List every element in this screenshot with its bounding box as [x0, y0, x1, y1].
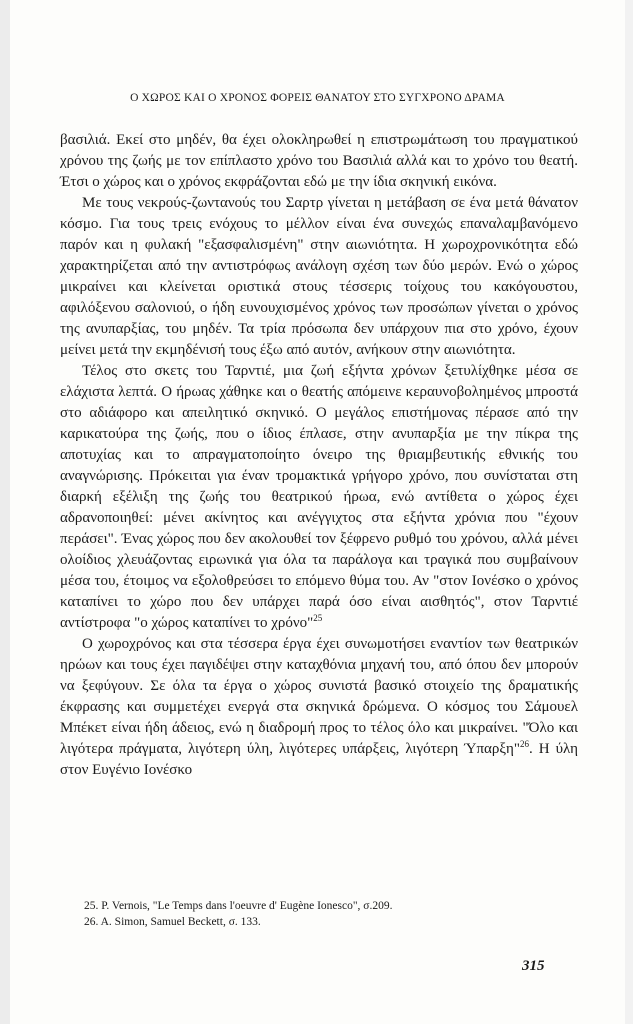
paragraph-4-tail: . Η ύλη στον Ευγένιο Ιονέσκο: [60, 741, 578, 778]
footnote-ref-26: 26: [520, 739, 530, 749]
paragraph-4-text: Ο χωροχρόνος και στα τέσσερα έργα έχει συνωμοτήσει εναντίον των θεατρικών ηρώων και τους έχει παγιδέψει στην καταχθόνια μηχανή του, από όπου δεν μπορούν να ξεφύγουν. Σε όλα τα έργα ο χώρος συνιστά βασικό στοιχείο της δραματικής έκφρασης και συμμετέχει ενεργά στα σκηνικά δρώμενα. Ο κόσμος του Σάμουελ Μπέκετ είναι ήδη άδειος, ενώ η διαδρομή προς το τέλος όλο και μικραίνει. "Όλο και λιγότερα πράγματα, λιγότερη ύλη, λιγότερες υπάρξεις, λιγότερη Ύπαρξη": [60, 636, 578, 757]
running-head: Ο ΧΩΡΟΣ ΚΑΙ Ο ΧΡΟΝΟΣ ΦΟΡΕΙΣ ΘΑΝΑΤΟΥ ΣΤΟ ΣΥΓΧΡΟΝΟ ΔΡΑΜΑ: [130, 92, 505, 104]
footnote-ref-25: 25: [313, 613, 323, 623]
page-number: 315: [522, 958, 545, 974]
footnote-25: 25. P. Vernois, "Le Temps dans l'oeuvre d' Eugène Ionesco", σ.209.: [84, 900, 393, 912]
paragraph-2: Με τους νεκρούς-ζωντανούς του Σαρτρ γίνεται η μετάβαση σε ένα μετά θάνατον κόσμο. Για τους τρεις ενόχους το μέλλον είναι ένα συνεχώς επαναλαμβανόμενο παρόν και η φυλακή "εξασφαλισμένη" στην αιωνιότητα. Η χωροχρονικότητα εδώ χαρακτηρίζεται από την αντιστρόφως ανάλογη σχέση των δύο μερών. Ενώ ο χώρος μικραίνει και κλείνεται οριστικά στους τέσσερις τοίχους του κακόγουστου, αφιλόξενου σαλονιού, ο ήδη ευνουχισμένος χρόνος των προσώπων γίνεται ο χρόνος της ανυπαρξίας, του μηδέν. Τα τρία πρόσωπα δεν υπάρχουν πια στο χρόνο, έχουν μείνει μετά την εκμηδένισή τους έξω από αυτόν, ανήκουν στην αιωνιότητα.: [60, 195, 578, 358]
paragraph-4: [60, 634, 578, 781]
paragraph-3: [60, 361, 578, 634]
footnotes: [84, 898, 564, 930]
body-text: [60, 130, 578, 781]
footnote-26: 26. A. Simon, Samuel Beckett, σ. 133.: [84, 916, 261, 928]
paragraph-3-text: Τέλος στο σκετς του Ταρντιέ, μια ζωή εξήντα χρόνων ξετυλίχθηκε μέσα σε ελάχιστα λεπτά. Ο ήρωας χάθηκε και ο θεατής απόμεινε κεραυνοβολημένος μπροστά στο αδιάφορο και απειλητικό σκηνικό. Ο μεγάλος επιστήμονας πέρασε από την καρικατούρα της ζωής, που ο ίδιος έπλασε, στην ανυπαρξία με την πίκρα της αποτυχίας και το απραγματοποίητο όνειρο της θριαμβευτικής εθνικής του αναγνώρισης. Πρόκειται για έναν τρομακτικά γρήγορο χρόνο, που συνίσταται στη διαρκή εξέλιξη της ζωής του θεατρικού ήρωα, ενώ αντίθετα ο χώρος έχει αδρανοποιηθεί: μένει ακίνητος και ανέγγιχτος στα εξήντα χρόνια που "έχουν περάσει". Ένας χώρος που δεν ακολουθεί τον ξέφρενο ρυθμό του χρόνου, αλλά μένει ολοίδιος χλευάζοντας ειρωνικά για όλα τα παράλογα και τραγικά που συμβαίνουν μέσα του, έτοιμος να εξολοθρεύσει το επόμενο θύμα του. Αν "στον Ιονέσκο ο χρόνος καταπίνει το χώρο που δεν υπάρχει παρά όσο είναι αισθητός", στον Ταρντιέ αντίστροφα "ο χώρος καταπίνει το χρόνο": [60, 363, 578, 631]
paragraph-1: βασιλιά. Εκεί στο μηδέν, θα έχει ολοκληρωθεί η επιστρωμάτωση του πραγματικού χρόνου της ζωής με τον επίπλαστο χρόνο του Βασιλιά αλλά και το χρόνο του θεατή. Έτσι ο χώρος και ο χρόνος εκφράζονται εδώ με την ίδια σκηνική εικόνα.: [60, 132, 578, 190]
